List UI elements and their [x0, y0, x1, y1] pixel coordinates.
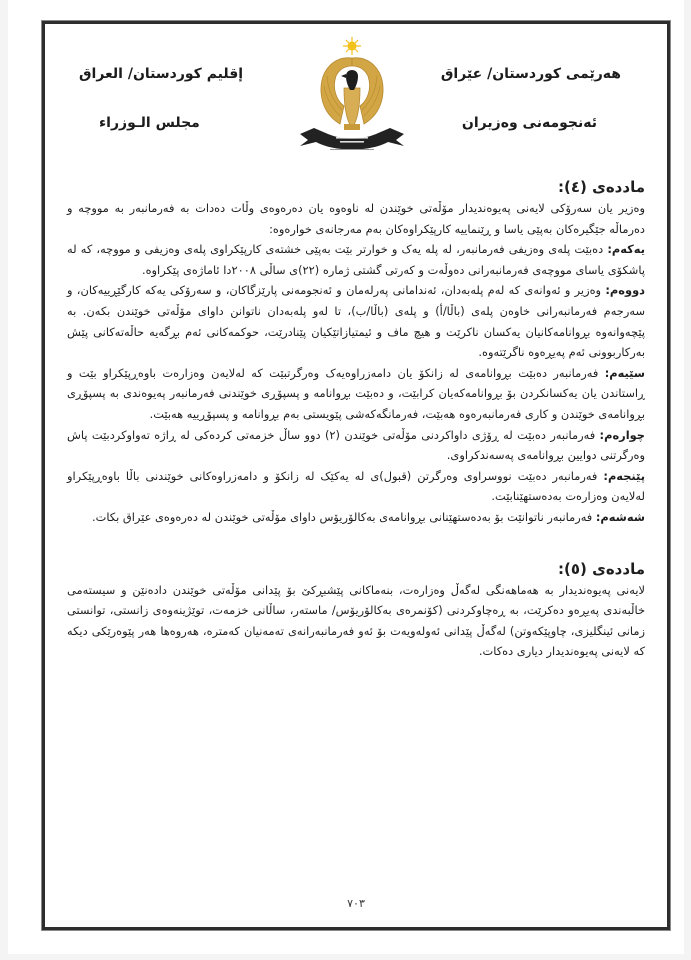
article-5-text: لایەنی پەیوەندیدار بە هەماهەنگی لەگەڵ وەزارەت، بنەماکانی پێشبڕکێ بۆ پێدانی مۆڵەتی خوێندن دادەنێن و سیستەمی خاڵبەندی پەیڕەو دەکرێت، بە ڕەچاوکردنی (کۆنمرەی بەکالۆریۆس/ ماستەر، ساڵانی خزمەت، توێژینەوەی زانستی، توانستی زمانی ئینگلیزی، چاوپێکەوتن) لەگەڵ پێدانی ئەولەویەت بۆ ئەو فەرمانبەرانەی تەمەنیان کەمترە، هەروەها هەر پێوەرێکی دیکە کە لایەنی پەیوەندیدار دیاری دەکات.: [67, 582, 645, 659]
page-frame: [42, 21, 670, 930]
document-page: [8, 0, 684, 954]
header-kurdish-council: ئەنجومەنی وەزیران: [461, 115, 597, 131]
item-text: فەرمانبەر دەبێت نووسراوی وەرگرتن (قبول)ی لە یەکێک لە زانکۆ و دامەزراوەکانی خوێندنی باڵا باوەڕپێکراو لەلایەن وەزارەت بەدەستهێنابێت.: [67, 468, 645, 504]
article-5-title: ماددەی (٥):: [557, 559, 645, 578]
header-kurdish-region: هەرێمی کوردستان/ عێراق: [440, 66, 621, 82]
item-label: پێنجەم:: [603, 468, 645, 483]
header-arabic-council: مجلس الـوزراء: [99, 115, 200, 131]
item-label: یەکەم:: [607, 242, 645, 257]
article-5: [67, 558, 645, 662]
krg-emblem-icon: [294, 36, 410, 154]
article-4-item-6: [67, 507, 645, 528]
item-label: چوارەم:: [599, 427, 645, 442]
document-body: [67, 176, 645, 662]
section-spacer: [67, 528, 645, 558]
article-4-item-5: [67, 466, 645, 507]
article-4-item-1: [67, 239, 645, 280]
sun-icon: [343, 37, 361, 55]
article-4-item-3: [67, 363, 645, 425]
item-text: دەبێت پلەی وەزیفی فەرمانبەر، لە پلە یەک و خوارتر بێت بەپێی خشتەی کارپێکراوی پلەی وەزیفی و مووچە، کە لە پاشکۆی یاسای مووچەی فەرمانبەرانی دەوڵەت و کەرتی گشتی ژمارە (٢٢)ی ساڵی ٢٠٠٨دا ئاماژەی پێکراوە.: [67, 242, 645, 277]
item-text: فەرمانبەر دەبێت لە ڕۆژی داواکردنی مۆڵەتی خوێندن (٢) دوو ساڵ خزمەتی کردەکی لە ڕاژە تەواوکردبێت پاش وەرگرتنی دوایین بڕوانامەی پەسەندکراوی.: [67, 427, 645, 463]
article-4-title: ماددەی (٤):: [557, 178, 645, 196]
item-label: دووەم:: [605, 283, 645, 298]
article-4-intro: وەزیر یان سەرۆکی لایەنی پەیوەندیدار مۆڵەتی خوێندن لە ناوەوە یان دەرەوەی وڵات دەدات بە فەرمانبەر بە مووچە و دەرماڵە جێگیرەکان بەپێی یاسا و ڕێنماییە کارپێکراوەکان بەم مەرجانەی خوارەوە:: [67, 201, 645, 236]
article-4-item-4: [67, 425, 645, 466]
item-text: وەزیر و ئەوانەی کە لەم پلەبەدان، ئەندامانی پەرلەمان و ئەنجومەنی پارێزگاکان، و سەرۆکی یەکە کارگێڕییەکان، و سەرجەم فەرمانبەرانی خاوەن پلەی (باڵا/أ) و پلەی (باڵا/ب)، تا لەو پلەبەدان ناتوانن داوای مۆڵەتی خوێندن بکەن. بە پێچەوانەوە بڕوانامەکانیان یەکسان ناکرێت و هیچ ماف و ئیمتیازاتێکیان پێنادرێت، حوکمەکانی ئەم بڕگەیە حاڵەتەکانی پێش بەرکاربوونی ئەم پەیڕەوە ناگرێتەوە.: [67, 283, 645, 360]
page-number: ٧٠٣: [347, 897, 365, 910]
header-arabic-region: إقليم كوردستان/ العراق: [79, 66, 244, 82]
item-label: سێیەم:: [604, 365, 645, 380]
item-text: فەرمانبەر دەبێت بڕوانامەی لە زانکۆ یان دامەزراوەیەک وەرگرتبێت کە لەلایەن وەزارەت باوەڕپێکراو بێت و ڕاستاندن یان یەکسانکردن بۆ بڕوانامەکەیان کرابێت، و دەبێت بڕوانامە و پسپۆڕی خوێندنی فەرمانبەر پەیوەندی بە پسپۆڕی بڕوانامەی خوێندن و کاری فەرمانبەرەوە هەبێت، فەرمانگەکەشی پێویستی بەم بڕوانامە و پسپۆڕییە هەبێت.: [67, 365, 645, 421]
article-4: [67, 176, 645, 528]
item-text: فەرمانبەر ناتوانێت بۆ بەدەستهێنانی بڕوانامەی بەکالۆریۆس داوای مۆڵەتی خوێندن لە دەرەوەی عێراق بکات.: [91, 509, 596, 524]
item-label: شەشەم:: [595, 509, 645, 524]
article-4-item-2: [67, 280, 645, 362]
